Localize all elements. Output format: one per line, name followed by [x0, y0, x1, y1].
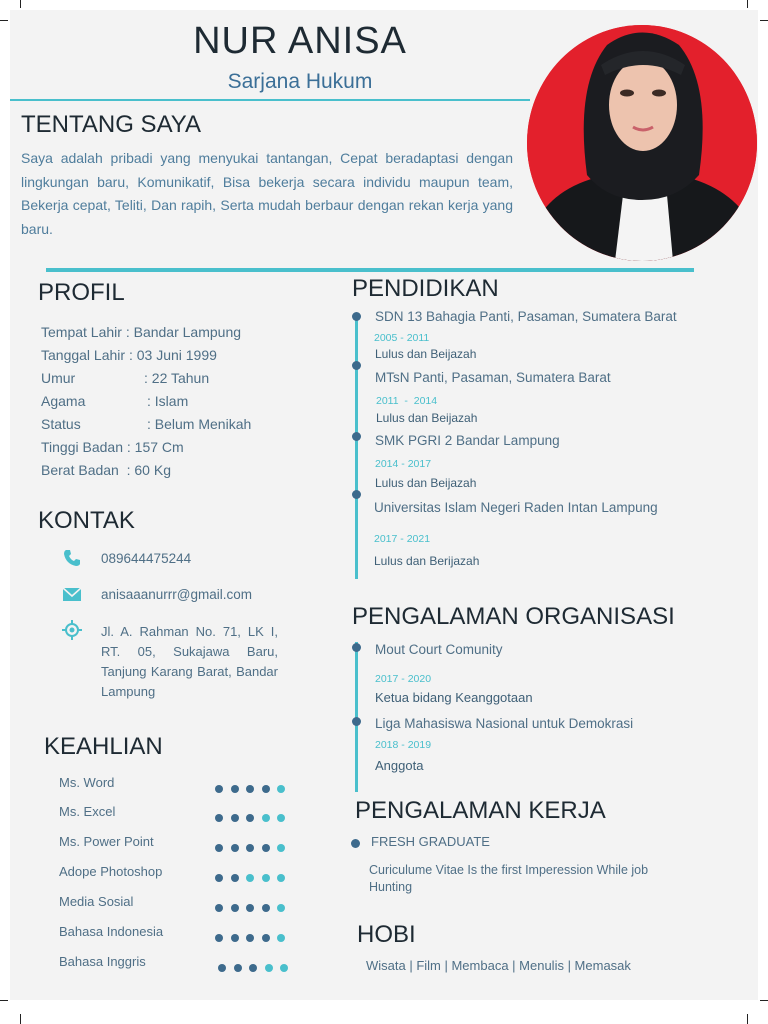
organization-role: Ketua bidang Keanggotaan: [375, 690, 533, 705]
skill-dot: [277, 934, 285, 942]
profile-title: PROFIL: [38, 279, 125, 306]
timeline-dot: [352, 312, 361, 321]
timeline-dot: [352, 432, 361, 441]
profile-row: [41, 370, 210, 386]
phone-number: 089644475244: [101, 551, 192, 566]
skill-rating: [215, 934, 295, 944]
email-address: anisaaanurrr@gmail.com: [101, 587, 253, 602]
profile-row-label: Berat Badan : 60 Kg: [41, 462, 171, 478]
crop-mark: [747, 0, 748, 8]
skill-dot: [231, 904, 239, 912]
skill-dot: [246, 785, 254, 793]
skill-dot: [262, 785, 270, 793]
education-years: 2014 - 2017: [375, 458, 432, 470]
education-years: 2011 - 2014: [376, 395, 438, 407]
education-years: 2005 - 2011: [374, 332, 430, 344]
skill-dot: [262, 814, 270, 822]
skill-dot: [277, 814, 285, 822]
profile-row: [41, 439, 184, 455]
organization-title: PENGALAMAN ORGANISASI: [352, 603, 675, 630]
location-icon: [62, 620, 82, 640]
mail-icon: [62, 584, 82, 604]
education-years: 2017 - 2021: [374, 533, 431, 545]
about-text: Saya adalah pribadi yang menyukai tantangan, Cepat beradaptasi dengan lingkungan baru, Komunikatif, Bisa bekerja secara individu maupun team, Bekerja cepat, Teliti, Dan rapih, Serta mudah berbaur dengan rekan kerja yang baru.: [21, 150, 513, 237]
profile-row: [41, 462, 171, 478]
skill-dot: [246, 814, 254, 822]
education-note: Lulus dan Beijazah: [375, 476, 477, 490]
contact-title: KONTAK: [38, 507, 135, 534]
education-title: PENDIDIKAN: [352, 275, 499, 302]
cv-name: NUR ANISA: [193, 20, 407, 62]
skill-dot: [234, 964, 242, 972]
skill-rating: [215, 785, 295, 795]
header-divider: [10, 99, 530, 101]
cv-degree: Sarjana Hukum: [227, 70, 373, 93]
profile-photo: [527, 25, 757, 261]
skill-name: Ms. Word: [59, 775, 115, 790]
profile-row-value: : 22 Tahun: [144, 370, 210, 386]
crop-mark: [20, 0, 21, 8]
skill-dot: [277, 904, 285, 912]
skill-dot: [231, 874, 239, 882]
organization-name: Liga Mahasiswa Nasional untuk Demokrasi: [375, 716, 634, 731]
profile-row: [41, 393, 189, 409]
portrait-illustration: [527, 25, 757, 261]
profile-row-value: : Islam: [147, 393, 189, 409]
work-title: PENGALAMAN KERJA: [355, 797, 606, 824]
skill-dot: [277, 874, 285, 882]
profile-row-label: Tanggal Lahir : 03 Juni 1999: [41, 347, 217, 363]
timeline-dot: [352, 717, 361, 726]
skill-dot: [277, 785, 285, 793]
crop-mark: [20, 1014, 21, 1024]
organization-years: 2018 - 2019: [375, 739, 432, 751]
skill-dot: [246, 874, 254, 882]
skill-dot: [231, 934, 239, 942]
skill-name: Ms. Power Point: [59, 834, 154, 849]
skill-dot: [215, 874, 223, 882]
skill-dot: [249, 964, 257, 972]
education-note: Lulus dan Beijazah: [375, 347, 477, 361]
skill-dot: [231, 844, 239, 852]
skill-rating: [218, 964, 298, 974]
phone-icon: [62, 548, 82, 568]
profile-row-value: : Belum Menikah: [147, 416, 252, 432]
profile-row: [41, 347, 217, 363]
main-divider: [46, 268, 694, 272]
skill-dot: [280, 964, 288, 972]
skill-dot: [231, 814, 239, 822]
timeline-dot: [352, 361, 361, 370]
profile-row-label: Tempat Lahir : Bandar Lampung: [41, 324, 242, 340]
skill-dot: [262, 934, 270, 942]
education-school: Universitas Islam Negeri Raden Intan Lampung: [374, 500, 658, 515]
skill-dot: [215, 844, 223, 852]
crop-mark: [760, 20, 768, 21]
skill-dot: [262, 904, 270, 912]
timeline-dot: [352, 643, 361, 652]
education-school: SMK PGRI 2 Bandar Lampung: [375, 433, 560, 448]
profile-row: [41, 324, 241, 340]
skill-dot: [215, 904, 223, 912]
timeline-dot: [352, 490, 361, 499]
crop-mark: [0, 20, 8, 21]
skill-name: Bahasa Inggris: [59, 954, 146, 969]
skill-dot: [277, 844, 285, 852]
profile-row-label: Umur: [41, 370, 76, 386]
education-school: MTsN Panti, Pasaman, Sumatera Barat: [375, 370, 611, 385]
skill-dot: [215, 814, 223, 822]
crop-mark: [760, 1000, 768, 1001]
hobby-text: Wisata | Film | Membaca | Menulis | Memasak: [366, 958, 631, 973]
education-school: SDN 13 Bahagia Panti, Pasaman, Sumatera Barat: [375, 309, 677, 324]
skill-name: Ms. Excel: [59, 804, 116, 819]
skill-dot: [215, 934, 223, 942]
skill-dot: [231, 785, 239, 793]
skill-dot: [262, 844, 270, 852]
crop-mark: [747, 1014, 748, 1024]
skill-name: Adope Photoshop: [59, 864, 163, 879]
address-text: Jl. A. Rahman No. 71, LK I, RT. 05, Sukajawa Baru, Tanjung Karang Barat, Bandar Lampung: [101, 624, 278, 699]
work-description: Curiculume Vitae Is the first Imperession While job Hunting: [369, 863, 649, 894]
education-timeline: [355, 314, 358, 579]
organization-years: 2017 - 2020: [375, 673, 432, 685]
education-note: Lulus dan Berijazah: [374, 554, 480, 568]
skill-dot: [246, 844, 254, 852]
skill-rating: [215, 874, 295, 884]
about-title: TENTANG SAYA: [21, 111, 202, 138]
skill-rating: [215, 814, 295, 824]
skill-dot: [215, 785, 223, 793]
timeline-dot: [351, 839, 360, 848]
profile-row-label: Tinggi Badan : 157 Cm: [41, 439, 184, 455]
skill-dot: [265, 964, 273, 972]
education-note: Lulus dan Beijazah: [376, 411, 478, 425]
organization-name: Mout Court Comunity: [375, 642, 503, 657]
crop-mark: [0, 1000, 8, 1001]
skill-dot: [218, 964, 226, 972]
skill-rating: [215, 844, 295, 854]
work-status: FRESH GRADUATE: [371, 834, 490, 849]
skills-title: KEAHLIAN: [44, 733, 163, 760]
skill-name: Bahasa Indonesia: [59, 924, 164, 939]
skill-dot: [246, 904, 254, 912]
profile-row: [41, 416, 252, 432]
profile-row-label: Agama: [41, 393, 86, 409]
skill-name: Media Sosial: [59, 894, 134, 909]
hobby-title: HOBI: [357, 921, 416, 948]
organization-role: Anggota: [375, 758, 424, 773]
skill-dot: [262, 874, 270, 882]
skill-rating: [215, 904, 295, 914]
profile-row-label: Status: [41, 416, 81, 432]
skill-dot: [246, 934, 254, 942]
